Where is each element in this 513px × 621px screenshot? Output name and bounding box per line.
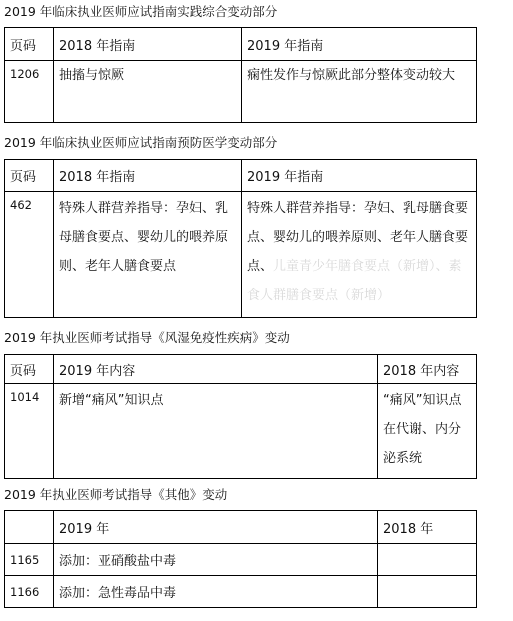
content-2018: “痛风”知识点在代谢、内分泌系统 bbox=[378, 384, 477, 479]
table-header-row bbox=[5, 28, 477, 61]
table-header-row bbox=[5, 160, 477, 192]
page-number: 1206 bbox=[5, 61, 54, 123]
header-2019: 2019 年指南 bbox=[242, 160, 477, 192]
header-2018: 2018 年内容 bbox=[378, 355, 477, 384]
table-row bbox=[5, 576, 477, 608]
page-number: 1014 bbox=[5, 384, 54, 479]
header-page: 页码 bbox=[5, 28, 54, 61]
content-2019: 新增“痛风”知识点 bbox=[54, 384, 378, 479]
content-2019: 添加：急性毒品中毒 bbox=[54, 576, 378, 608]
content-2018: 特殊人群营养指导：孕妇、乳母膳食要点、婴幼儿的喂养原则、老年人膳食要点 bbox=[54, 192, 242, 318]
header-2018: 2018 年指南 bbox=[54, 160, 242, 192]
table-header-row bbox=[5, 511, 477, 544]
content-2018 bbox=[378, 576, 477, 608]
page-number: 1165 bbox=[5, 544, 54, 576]
header-2019: 2019 年内容 bbox=[54, 355, 378, 384]
header-2019: 2019 年 bbox=[54, 511, 378, 544]
table-row bbox=[5, 544, 477, 576]
content-2018: 抽搐与惊厥 bbox=[54, 61, 242, 123]
content-2019 bbox=[242, 192, 477, 318]
section-1-table bbox=[4, 27, 477, 123]
content-2019: 痫性发作与惊厥此部分整体变动较大 bbox=[242, 61, 477, 123]
table-header-row bbox=[5, 355, 477, 384]
section-3-title: 2019 年执业医师考试指导《风湿免疫性疾病》变动 bbox=[4, 330, 290, 345]
section-4-title: 2019 年执业医师考试指导《其他》变动 bbox=[4, 487, 228, 502]
content-2019-added: 儿童青少年膳食要点（新增）、素食人群膳食要点（新增） bbox=[247, 259, 462, 303]
table-row bbox=[5, 61, 477, 123]
table-row bbox=[5, 192, 477, 318]
content-2019-existing: 特殊人群营养指导：孕妇、乳母膳食要点、婴幼儿的喂养原则、老年人膳食要点、 bbox=[247, 201, 469, 274]
page-number: 1166 bbox=[5, 576, 54, 608]
header-2019: 2019 年指南 bbox=[242, 28, 477, 61]
header-page bbox=[5, 511, 54, 544]
section-2-table bbox=[4, 159, 477, 318]
header-page: 页码 bbox=[5, 160, 54, 192]
page-number: 462 bbox=[5, 192, 54, 318]
content-2019: 添加：亚硝酸盐中毒 bbox=[54, 544, 378, 576]
header-2018: 2018 年指南 bbox=[54, 28, 242, 61]
section-2-title: 2019 年临床执业医师应试指南预防医学变动部分 bbox=[4, 135, 278, 150]
table-row bbox=[5, 384, 477, 479]
header-page: 页码 bbox=[5, 355, 54, 384]
content-2018 bbox=[378, 544, 477, 576]
section-1-title: 2019 年临床执业医师应试指南实践综合变动部分 bbox=[4, 4, 278, 19]
section-4-table bbox=[4, 510, 477, 608]
section-3-table bbox=[4, 354, 477, 479]
header-2018: 2018 年 bbox=[378, 511, 477, 544]
